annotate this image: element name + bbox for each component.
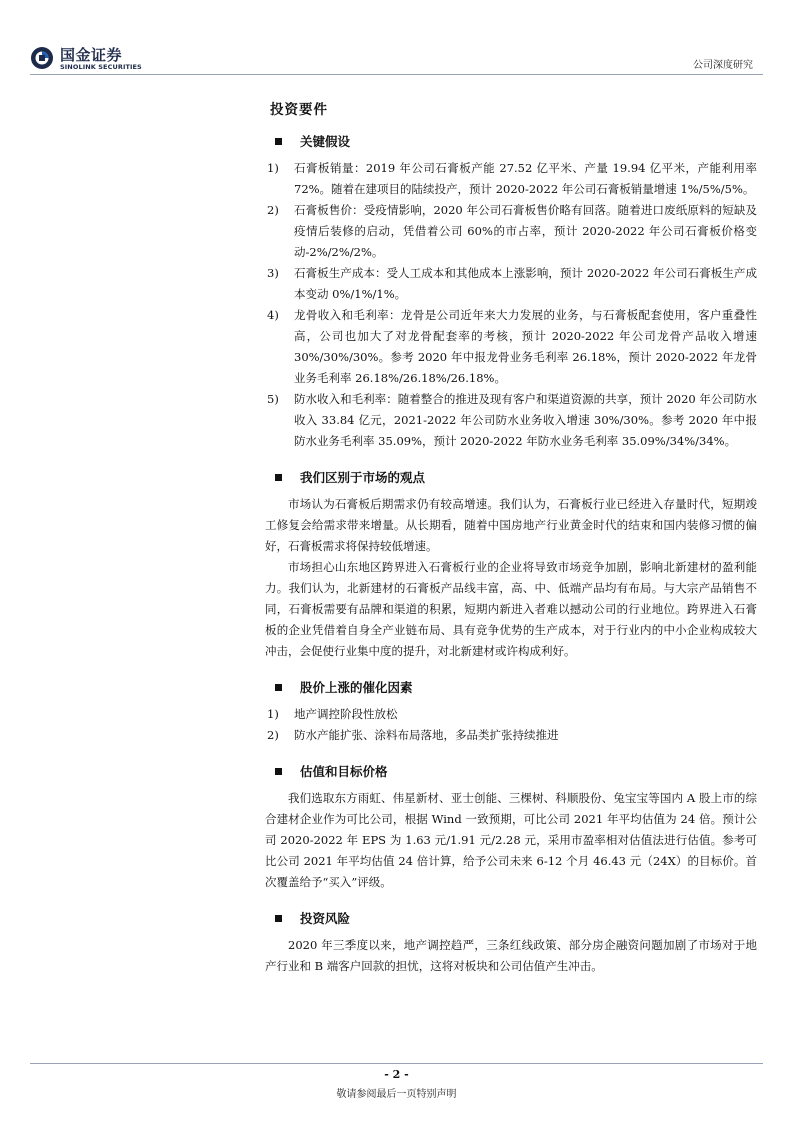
item-number: 2) [267, 203, 279, 217]
list-item [265, 200, 757, 263]
paragraph: 我们选取东方雨虹、伟星新材、亚士创能、三棵树、科顺股份、兔宝宝等国内 A 股上市的综合建材企业作为可比公司，根据 Wind 一致预期，可比公司 2021 年平均估值为 24 倍。预计公司 2020-2022 年 EPS 为 1.63 元/1.91 元/2.28 元，采用市盈率相对估值法进行估值。参考可比公司 2021 年平均估值 24 倍计算，给予公司未来 6-12 个月 46.43 元（24X）的目标价。首次覆盖给予“买入”评级。 [265, 791, 757, 889]
list-item [265, 704, 757, 725]
section-title-text: 股价上涨的催化因素 [300, 680, 413, 695]
document-type: 公司深度研究 [693, 60, 753, 71]
header-divider [30, 74, 763, 75]
report-body [265, 98, 757, 993]
section-title-text: 我们区别于市场的观点 [300, 470, 426, 485]
section-title [265, 468, 757, 486]
paragraph: 市场认为石膏板后期需求仍有较高增速。我们认为，石膏板行业已经进入存量时代，短期竣工修复会给需求带来增量。从长期看，随着中国房地产行业黄金时代的结束和国内装修习惯的偏好，石膏板需求将保持较低增速。 [265, 497, 757, 553]
section-key-assumptions [265, 132, 757, 452]
list-item [265, 725, 757, 746]
section-catalysts [265, 678, 757, 746]
logo-chinese-name: 国金证券 [60, 46, 123, 64]
item-number: 2) [267, 728, 279, 742]
item-text: 石膏板销量：2019 年公司石膏板产能 27.52 亿平米、产量 19.94 亿平米，产能利用率 72%。随着在建项目的陆续投产，预计 2020-2022 年公司石膏板销量增速 1%/5%/5%。 [294, 161, 757, 196]
list-item [265, 158, 757, 200]
item-text: 龙骨收入和毛利率：龙骨是公司近年来大力发展的业务，与石膏板配套使用，客户重叠性高，公司也加大了对龙骨配套率的考核，预计 2020-2022 年公司龙骨产品收入增速 30%/30%/30%。参考 2020 年中报龙骨业务毛利率 26.18%，预计 2020-2022 年龙骨业务毛利率 26.18%/26.18%/26.18%。 [294, 308, 757, 385]
logo-english-name: SINOLINK SECURITIES [60, 63, 142, 71]
item-text: 石膏板售价：受疫情影响，2020 年公司石膏板售价略有回落。随着进口废纸原料的短缺及疫情后装修的启动，凭借着公司 60%的市占率，预计 2020-2022 年公司石膏板价格变动-2%/2%/2%。 [294, 203, 757, 259]
section-different-view [265, 468, 757, 662]
disclaimer-link: 敬请参阅最后一页特别声明 [336, 1089, 457, 1100]
square-bullet-icon [275, 138, 282, 145]
section-title-text: 估值和目标价格 [300, 764, 388, 779]
list-item [265, 389, 757, 452]
footer-divider [30, 1063, 763, 1064]
section-title [265, 762, 757, 780]
item-number: 1) [267, 161, 279, 175]
item-text: 防水收入和毛利率：随着整合的推进及现有客户和渠道资源的共享，预计 2020 年公司防水收入 33.84 亿元，2021-2022 年公司防水业务收入增速 30%/30%。参考 2020 年中报防水业务毛利率 35.09%，预计 2020-2022 年防水业务毛利率 35.09%/34%/34%。 [294, 392, 757, 448]
paragraph: 2020 年三季度以来，地产调控趋严，三条红线政策、部分房企融资问题加剧了市场对于地产行业和 B 端客户回款的担忧，这将对板块和公司估值产生冲击。 [265, 938, 757, 973]
company-logo [30, 44, 160, 74]
section-title [265, 909, 757, 927]
item-number: 4) [267, 308, 279, 322]
square-bullet-icon [275, 684, 282, 691]
section-valuation [265, 762, 757, 893]
section-title-text: 关键假设 [300, 134, 351, 149]
assumption-list [265, 158, 757, 452]
page-title: 投资要件 [270, 102, 328, 118]
section-risks [265, 909, 757, 977]
item-number: 3) [267, 266, 279, 280]
item-text: 防水产能扩张、涂料布局落地，多品类扩张持续推进 [294, 728, 559, 742]
section-title [265, 132, 757, 150]
item-number: 1) [267, 707, 279, 721]
paragraph: 市场担心山东地区跨界进入石膏板行业的企业将导致市场竞争加剧，影响北新建材的盈利能力。我们认为，北新建材的石膏板产品线丰富，高、中、低端产品均有布局。与大宗产品销售不同，石膏板需要有品牌和渠道的积累，短期内新进入者难以撼动公司的行业地位。跨界进入石膏板的企业凭借着自身全产业链布局、具有竞争优势的生产成本，对于行业内的中小企业构成较大冲击，会促使行业集中度的提升，对北新建材或许构成利好。 [265, 560, 757, 658]
square-bullet-icon [275, 768, 282, 775]
item-number: 5) [267, 392, 279, 406]
list-item [265, 263, 757, 305]
item-text: 地产调控阶段性放松 [294, 707, 398, 721]
list-item [265, 305, 757, 389]
page-number: - 2 - [384, 1068, 409, 1081]
page-header [0, 0, 793, 78]
section-title [265, 678, 757, 696]
section-title-text: 投资风险 [300, 911, 351, 926]
item-text: 石膏板生产成本：受人工成本和其他成本上涨影响，预计 2020-2022 年公司石膏板生产成本变动 0%/1%/1%。 [294, 266, 757, 301]
square-bullet-icon [275, 474, 282, 481]
catalyst-list [265, 704, 757, 746]
sinolink-logo-icon [30, 46, 54, 70]
square-bullet-icon [275, 915, 282, 922]
